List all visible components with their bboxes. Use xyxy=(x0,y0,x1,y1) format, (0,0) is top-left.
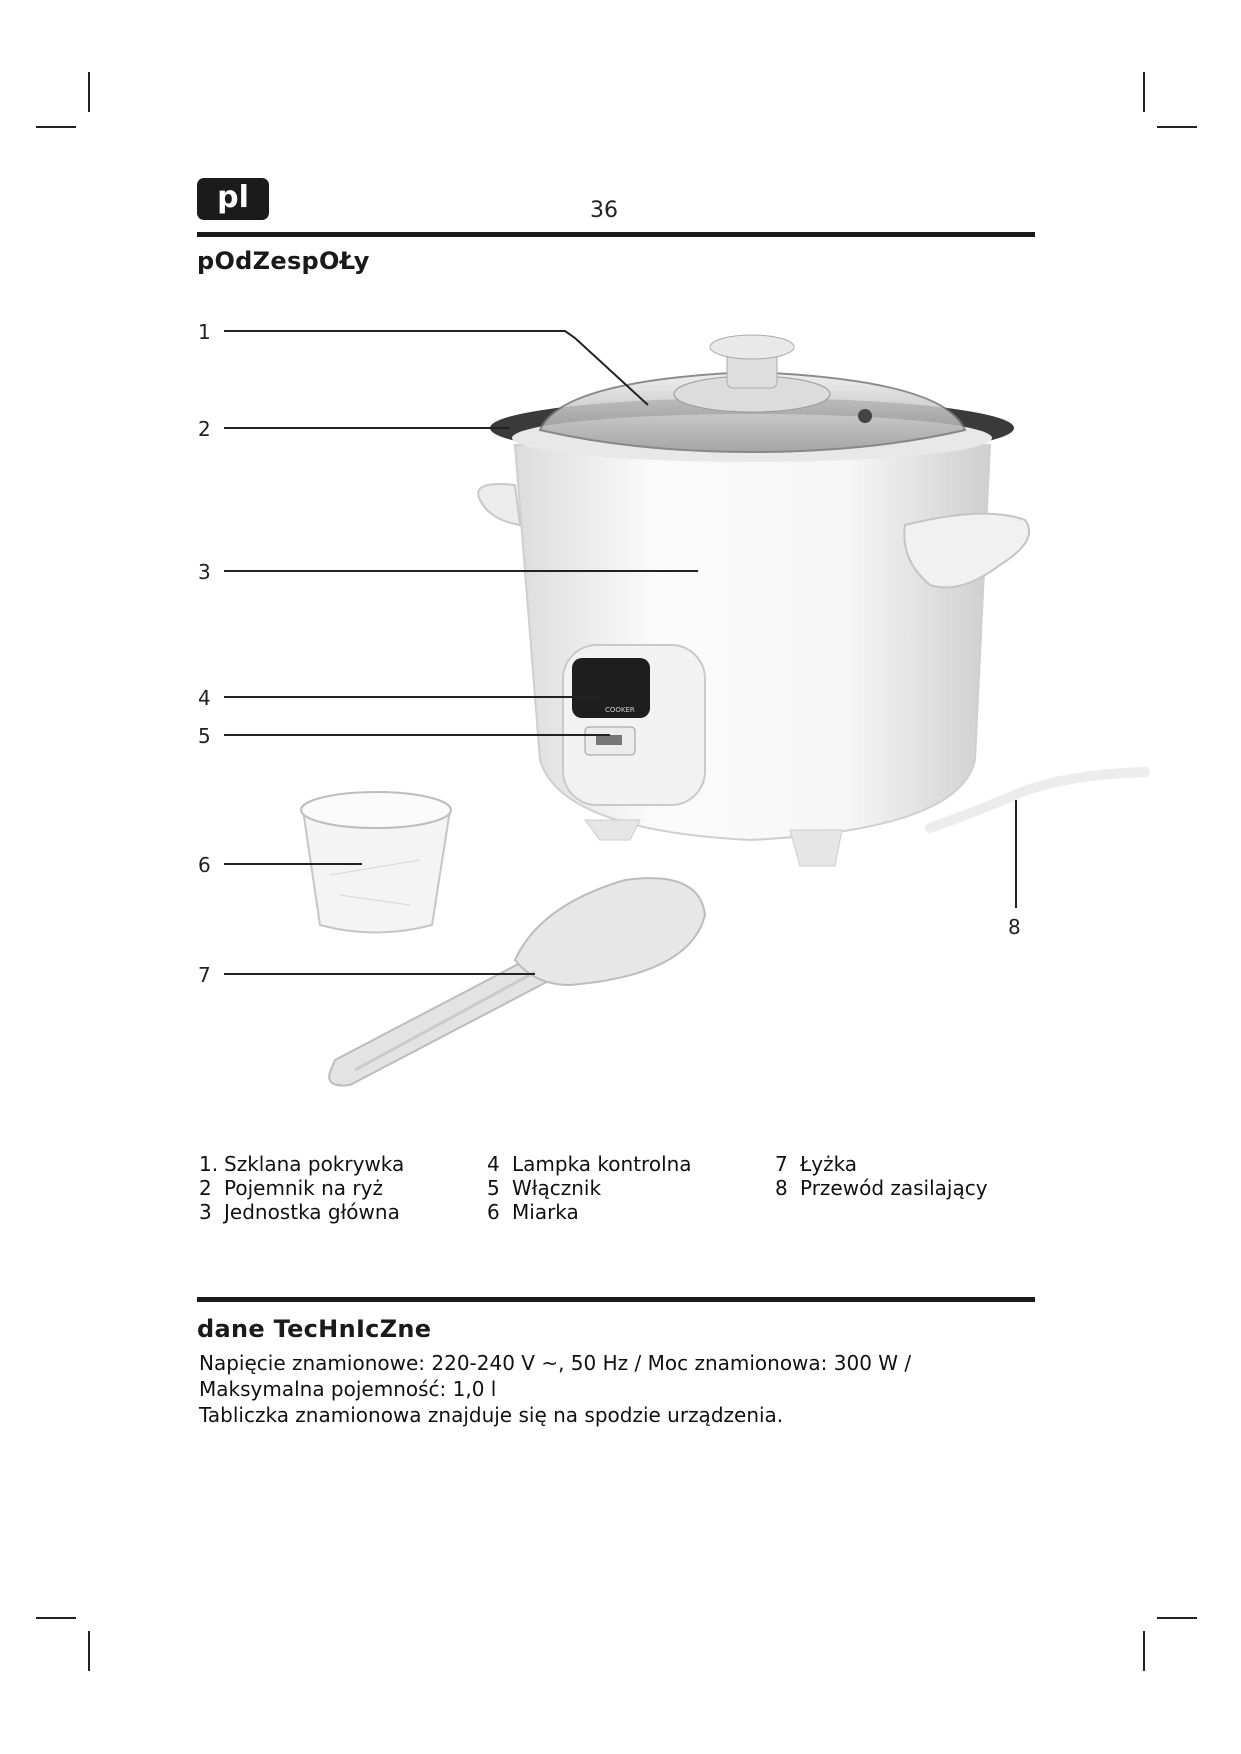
callout-7: 7 xyxy=(198,963,211,987)
language-badge: pl xyxy=(197,178,269,220)
callout-6: 6 xyxy=(198,853,211,877)
spec-line: Tabliczka znamionowa znajduje się na spodzie urządzenia. xyxy=(199,1403,784,1427)
page-number: 36 xyxy=(590,198,618,223)
spec-line: Maksymalna pojemność: 1,0 l xyxy=(199,1377,497,1401)
handle-right xyxy=(904,514,1029,588)
handle-left xyxy=(478,484,520,525)
callout-8: 8 xyxy=(1008,915,1021,939)
technical-specs xyxy=(199,1350,1039,1428)
legend-item: 3 Jednostka główna xyxy=(199,1200,400,1224)
callout-1: 1 xyxy=(198,320,211,344)
cooker-label: COOKER xyxy=(605,706,635,714)
legend-item: 1. Szklana pokrywka xyxy=(199,1152,405,1176)
legend-item: 6 Miarka xyxy=(487,1200,579,1224)
legend-item: 5 Włącznik xyxy=(487,1176,602,1200)
callout-3: 3 xyxy=(198,560,211,584)
callout-2: 2 xyxy=(198,417,211,441)
components-title: pOdZespOŁy xyxy=(197,247,370,275)
control-panel xyxy=(563,645,705,805)
technical-title: dane TecHnIcZne xyxy=(197,1315,432,1343)
technical-divider xyxy=(197,1297,1035,1302)
legend-item: 7 Łyżka xyxy=(775,1152,858,1176)
legend-item: 2 Pojemnik na ryż xyxy=(199,1176,383,1200)
legend-item: 8 Przewód zasilający xyxy=(775,1176,988,1200)
glass-lid xyxy=(540,335,965,452)
measuring-cup xyxy=(301,792,451,933)
callout-5: 5 xyxy=(198,724,211,748)
legend-item: 4 Lampka kontrolna xyxy=(487,1152,692,1176)
spec-line: Napięcie znamionowe: 220-240 V ~, 50 Hz / Moc znamionowa: 300 W / xyxy=(199,1351,912,1375)
callout-4: 4 xyxy=(198,686,211,710)
